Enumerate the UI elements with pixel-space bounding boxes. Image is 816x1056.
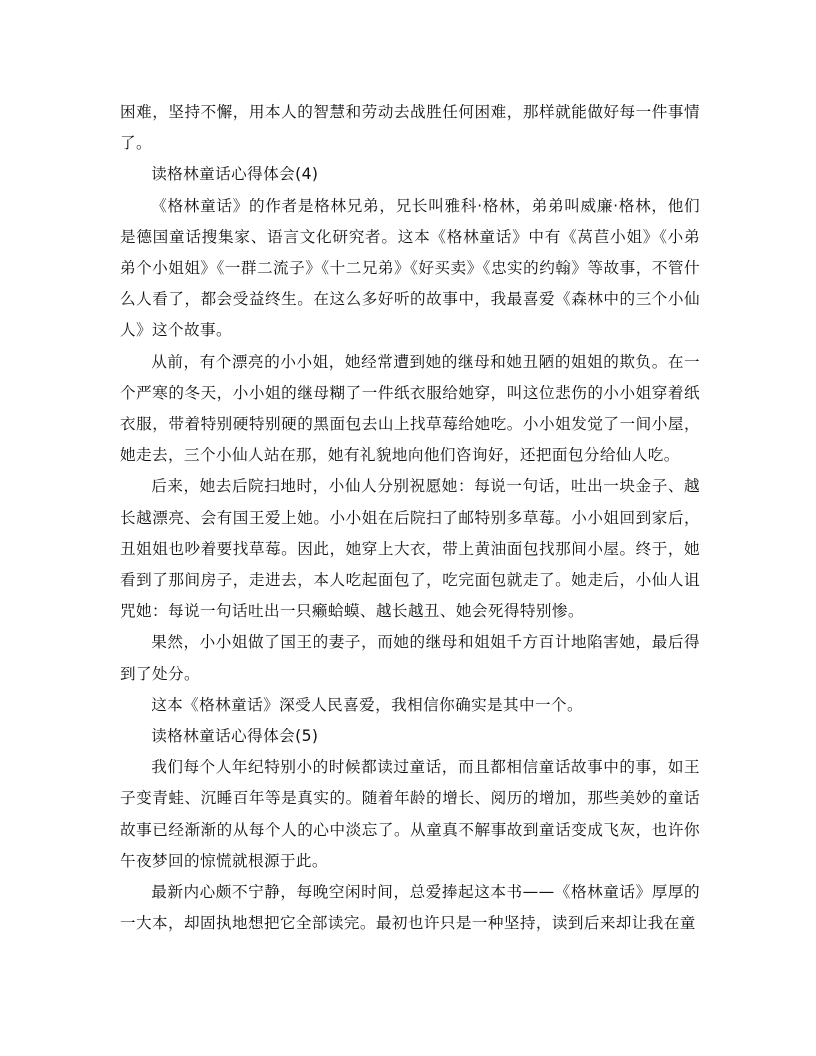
paragraph-story-ending: 果然，小小姐做了国王的妻子，而她的继母和姐姐千方百计地陷害她，最后得到了处分。	[120, 633, 700, 683]
section-heading-4: 读格林童话心得体会(4)	[151, 165, 319, 184]
paragraph-continuation: 困难，坚持不懈，用本人的智慧和劳动去战胜任何困难，那样就能做好每一件事情了。	[120, 103, 700, 153]
paragraph-conclusion: 这本《格林童话》深受人民喜爱，我相信你确实是其中一个。	[151, 695, 584, 714]
paragraph-story-beginning: 从前，有个漂亮的小小姐，她经常遭到她的继母和她丑陋的姐姐的欺负。在一个严寒的冬天，小小姐的继母糊了一件纸衣服给她穿，叫这位悲伤的小小姐穿着纸衣服，带着特别硬特别硬的黑面包去山上找草莓给她吃。小小姐发觉了一间小屋，她走去，三个小仙人站在那，她有礼貌地向他们咨询好，还把面包分给仙人吃。	[120, 352, 700, 465]
document-body	[120, 97, 700, 939]
paragraph-reading: 最新内心颇不宁静，每晚空闲时间，总爱捧起这本书——《格林童话》厚厚的一大本，却固执地想把它全部读完。最初也许只是一种坚持，读到后来却让我在童	[120, 883, 700, 933]
paragraph-story-middle: 后来，她去后院扫地时，小仙人分别祝愿她：每说一句话，吐出一块金子、越长越漂亮、会有国王爱上她。小小姐在后院扫了邮特别多草莓。小小姐回到家后，丑姐姐也吵着要找草莓。因此，她穿上大衣，带上黄油面包找那间小屋。终于，她看到了那间房子，走进去，本人吃起面包了，吃完面包就走了。她走后，小仙人诅咒她：每说一句话吐出一只癞蛤蟆、越长越丑、她会死得特别惨。	[120, 477, 700, 621]
paragraph-intro-authors: 《格林童话》的作者是格林兄弟，兄长叫雅科·格林，弟弟叫威廉·格林，他们是德国童话搜集家、语言文化研究者。这本《格林童话》中有《莴苣小姐》《小弟弟个小姐姐》《一群二流子》《十二兄弟》《好买卖》《忠实的约翰》等故事，不管什么人看了，都会受益终生。在这么多好听的故事中，我最喜爱《森林中的三个小仙人》这个故事。	[120, 196, 700, 340]
paragraph-childhood: 我们每个人年纪特别小的时候都读过童话，而且都相信童话故事中的事，如王子变青蛙、沉睡百年等是真实的。随着年龄的增长、阅历的增加，那些美妙的童话故事已经渐渐的从每个人的心中淡忘了。从童真不解事故到童话变成飞灰，也许你午夜梦回的惊慌就根源于此。	[120, 758, 700, 870]
section-heading-5: 读格林童话心得体会(5)	[151, 727, 319, 746]
